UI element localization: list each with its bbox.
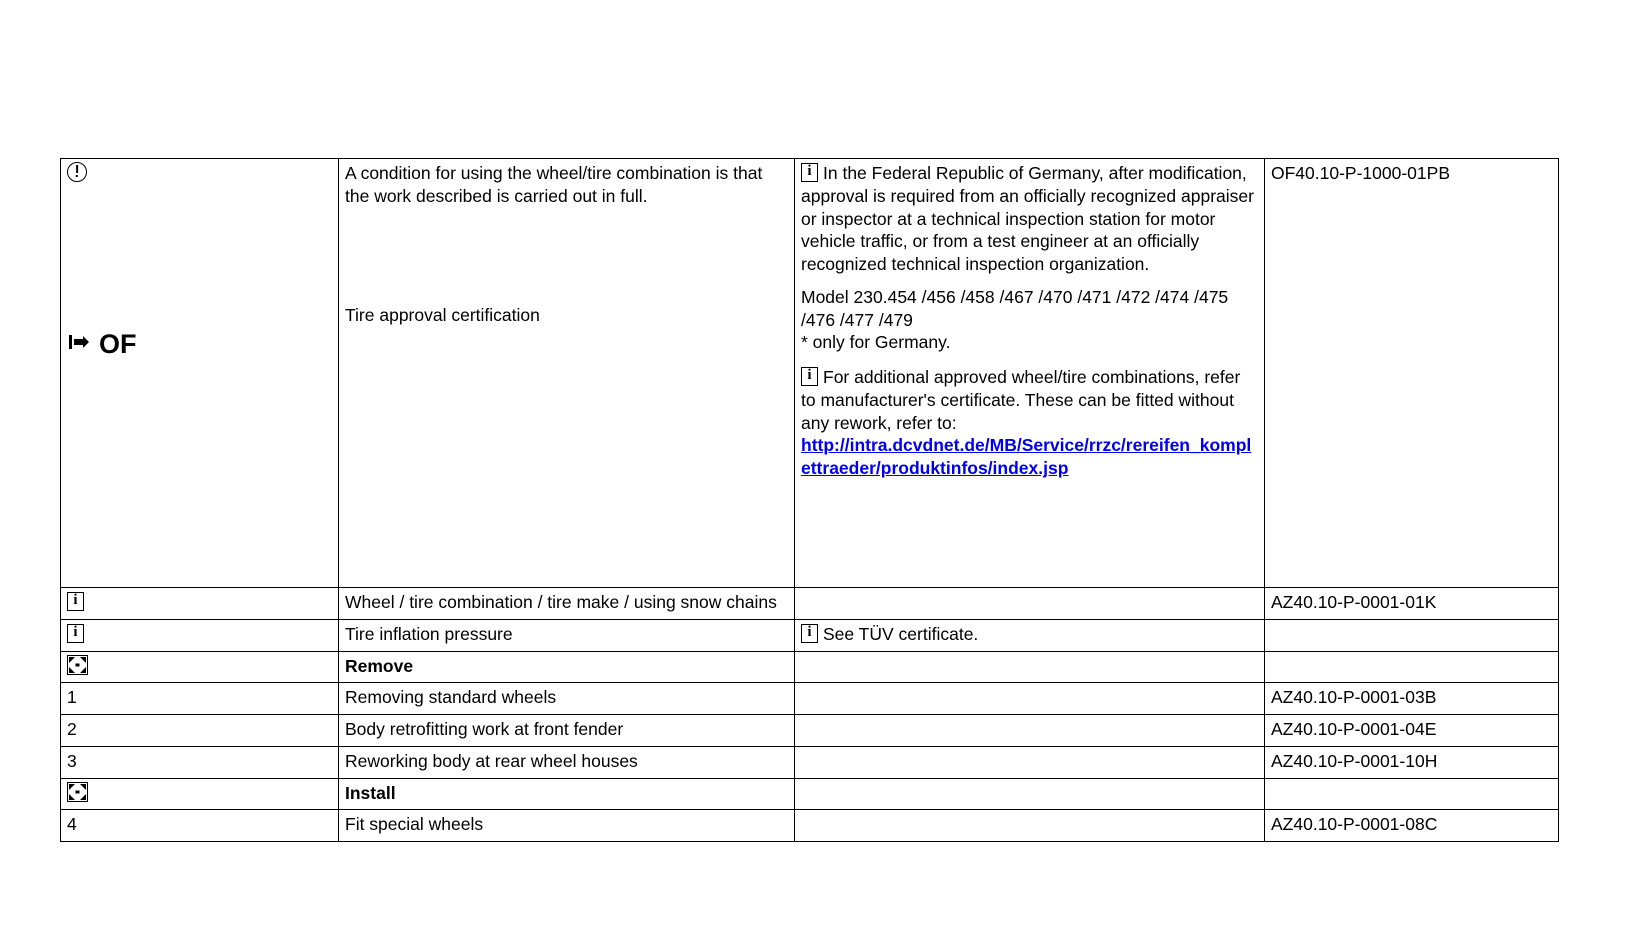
pointing-hand-icon [67, 327, 97, 362]
row-note-cell [795, 778, 1265, 810]
row-symbol-cell [61, 588, 339, 620]
row-symbol-cell: 1 [61, 683, 339, 715]
row-text-cell: Body retrofitting work at front fender [339, 715, 795, 747]
table-row [61, 715, 1559, 747]
manufacturer-certificate-link[interactable]: http://intra.dcvdnet.de/MB/Service/rrzc/rereifen_komplettraeder/produktinfos/index.jsp [801, 435, 1252, 478]
row-text-cell: Fit special wheels [339, 810, 795, 842]
remove-install-icon [67, 655, 88, 675]
table-row [61, 810, 1559, 842]
row-symbol-cell [61, 651, 339, 683]
row-note-cell [795, 715, 1265, 747]
info-icon [801, 624, 818, 643]
row-symbol-cell: 4 [61, 810, 339, 842]
row-text-cell [339, 159, 795, 588]
row-symbol-cell [61, 778, 339, 810]
row-text-primary: A condition for using the wheel/tire combination is that the work described is carried out in full. [345, 163, 763, 206]
row-text-cell: Removing standard wheels [339, 683, 795, 715]
row-note-cell [795, 159, 1265, 588]
table-row [61, 746, 1559, 778]
row-reference-cell: OF40.10-P-1000-01PB [1265, 159, 1559, 588]
row-text-secondary: Tire approval certification [345, 304, 540, 325]
row-reference-cell: AZ40.10-P-0001-01K [1265, 588, 1559, 620]
row-note-cell [795, 810, 1265, 842]
procedure-document [60, 158, 1558, 842]
row-text-cell: Reworking body at rear wheel houses [339, 746, 795, 778]
row-note-cell [795, 619, 1265, 651]
table-row [61, 159, 1559, 588]
row-note-cell [795, 683, 1265, 715]
row-text-cell: Tire inflation pressure [339, 619, 795, 651]
row-reference-cell: AZ40.10-P-0001-03B [1265, 683, 1559, 715]
model-list: Model 230.454 /456 /458 /467 /470 /471 /472 /474 /475 /476 /477 /479 [801, 286, 1229, 330]
row-reference-cell: AZ40.10-P-0001-08C [1265, 810, 1559, 842]
table-row [61, 619, 1559, 651]
info-icon [67, 592, 84, 611]
row-reference-cell [1265, 778, 1559, 810]
note-paragraph-2 [801, 366, 1258, 434]
row-symbol-cell: 3 [61, 746, 339, 778]
row-symbol-cell [61, 159, 339, 588]
info-icon [801, 367, 818, 386]
germany-footnote: * only for Germany. [801, 332, 951, 353]
row-reference-cell [1265, 619, 1559, 651]
row-symbol-cell [61, 619, 339, 651]
note-paragraph [801, 162, 1258, 276]
row-reference-cell: AZ40.10-P-0001-04E [1265, 715, 1559, 747]
caution-circle-icon [67, 162, 87, 182]
table-row [61, 651, 1559, 683]
row-note-cell [795, 651, 1265, 683]
note-text: In the Federal Republic of Germany, after modification, approval is required from an officially recognized appraiser or inspector at a technical inspection station for motor vehicle traffic, or from a test engineer at an officially recognized technical inspection organization. [801, 163, 1254, 274]
procedure-table [60, 158, 1559, 842]
row-symbol-cell: 2 [61, 715, 339, 747]
of-label: OF [99, 329, 137, 359]
table-row [61, 588, 1559, 620]
remove-install-icon [67, 782, 88, 802]
note-text-2: For additional approved wheel/tire combinations, refer to manufacturer's certificate. These can be fitted without any rework, refer to: [801, 367, 1241, 433]
row-note-cell [795, 746, 1265, 778]
table-row [61, 683, 1559, 715]
info-icon [801, 163, 818, 182]
row-note-cell [795, 588, 1265, 620]
row-text-cell: Remove [339, 651, 795, 683]
row-reference-cell [1265, 651, 1559, 683]
table-row [61, 778, 1559, 810]
of-marker [67, 327, 137, 362]
note-text: See TÜV certificate. [823, 623, 979, 644]
row-reference-cell: AZ40.10-P-0001-10H [1265, 746, 1559, 778]
info-icon [67, 624, 84, 643]
row-text-cell: Install [339, 778, 795, 810]
row-text-cell: Wheel / tire combination / tire make / using snow chains [339, 588, 795, 620]
